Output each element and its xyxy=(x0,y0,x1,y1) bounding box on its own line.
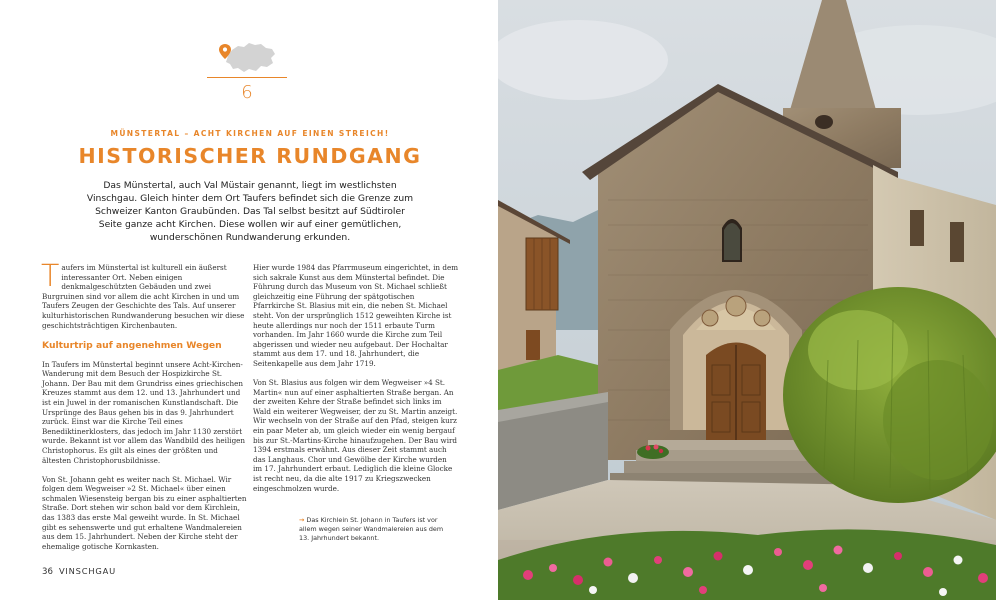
paragraph: Hier wurde 1984 das Pfarrmuseum eingerichtet, in dem sich sakrale Kunst aus dem Münstertal befindet. Die Führung durch das Museum von St. Michael schließt gleichzeitig eine Führung der spätgotischen Pfarrkirche St. Blasius mit ein, die neben St. Michael steht. Von der ursprünglich 1512 geweihten Kirche ist heute allerdings nur noch der 1511 erbaute Turm vorhanden. Im Jahr 1660 wurde die Kirche zum Teil abgerissen und wieder neu aufgebaut. Der Hochaltar stammt aus dem 17. und 18. Jahrhundert, die Seitenkapelle aus dem Jahr 1719. xyxy=(253,263,459,368)
page-number: 36 xyxy=(42,567,53,577)
south-tyrol-map-icon xyxy=(218,40,278,74)
photo-caption xyxy=(299,516,449,542)
intro-text: Das Münstertal, auch Val Müstair genannt, liegt im westlichsten Vinschgau. Gleich hinter dem Ort Taufers befindet sich die Grenze zum Schweizer Kanton Graubünden. Das Tal selbst besitzt auf Südtiroler Seite ganze acht Kirchen. Diese wollen wir auf einer gemütlichen, wunderschönen Rundwanderung erkunden. xyxy=(86,180,414,244)
caption-text: Das Kirchlein St. Johann in Taufers ist vor allem wegen seiner Wandmalereien aus dem 13. Jahrhundert bekannt. xyxy=(299,516,444,542)
tour-number: 6 xyxy=(241,82,253,103)
church-photo xyxy=(498,0,996,600)
paragraph: Von St. Blasius aus folgen wir dem Wegweiser »4 St. Martin« nun auf einer asphaltierten Straße bergan. An der zweiten Kehre der Straße befindet sich links im Wald ein weiterer Wegweiser, der zu St. Martin anzeigt. Wir wechseln von der Straße auf den Pfad, steigen kurz ein paar Meter ab, um gleich wieder ein wenig bergauf bis zur St.-Martins-Kirche hinaufzugehen. Der Bau wird 1394 erstmals erwähnt. Aus dieser Zeit stammt auch das Langhaus. Chor und Gewölbe der Kirche wurden im 17. Jahrhundert erbaut. Lediglich die kleine Glocke ist recht neu, da die alte 1917 zu Kriegszwecken eingeschmolzen wurde. xyxy=(253,378,458,493)
tour-kicker: MÜNSTERTAL – ACHT KIRCHEN AUF EINEN STREICH! xyxy=(110,129,390,138)
section-subheading: Kulturtrip auf angenehmen Wegen xyxy=(42,339,222,351)
paragraph-text: aufers im Münstertal ist kulturell ein äußerst interessanter Ort. Neben einigen denkmalgeschützten Gebäuden und zwei Burgruinen sind vor allem die acht Kirchen in und um Taufers Zeugen der Geschichte des Tals. Auf unserer kulturhistorischen Rundwanderung besuchen wir diese geschichtsträchtigen Kirchenbauten. xyxy=(42,263,245,330)
page-title: HISTORISCHER RUNDGANG xyxy=(78,144,422,168)
paragraph: In Taufers im Münstertal beginnt unsere Acht-Kirchen-Wanderung mit dem Besuch der Hospizkirche St. Johann. Der Bau mit dem Grundriss eines griechischen Kreuzes stammt aus dem 12. und 13. Jahrhundert und ist ein Juwel in der romanischen Kunstlandschaft. Die Ursprünge des Baus gehen bis in das 9. Jahrhundert zurück. Einst war die Kirche Teil eines Benediktinerklosters, das jedoch im Jahr 1130 zerstört wurde. Bekannt ist vor allem das Wandbild des heiligen Christophorus. Es gilt als eines der größten und ältesten Christophorusbildnisse. xyxy=(42,359,246,465)
drop-cap: T xyxy=(41,259,60,294)
right-page xyxy=(498,0,996,600)
text-column-2 xyxy=(253,263,458,503)
tour-number-rule xyxy=(207,77,287,78)
section-name: VINSCHGAU xyxy=(58,566,116,576)
page-footer xyxy=(42,566,116,577)
arrow-right-icon: → xyxy=(299,516,305,524)
paragraph xyxy=(41,259,247,330)
text-column-1 xyxy=(41,259,247,561)
paragraph: Von St. Johann geht es weiter nach St. Michael. Wir folgen dem Wegweiser »2 St. Michael« über einen schmalen Wiesensteig bergan bis zu einer asphaltierten Straße. Dort stehen wir schon bald vor dem Kirchlein, das 1383 das erste Mal geweiht wurde. In St. Michael gibt es sehenswerte und gut erhaltene Wandmalereien aus dem 15. Jahrhundert. Neben der Kirche steht der ehemalige gotische Kornkasten. xyxy=(42,474,247,551)
